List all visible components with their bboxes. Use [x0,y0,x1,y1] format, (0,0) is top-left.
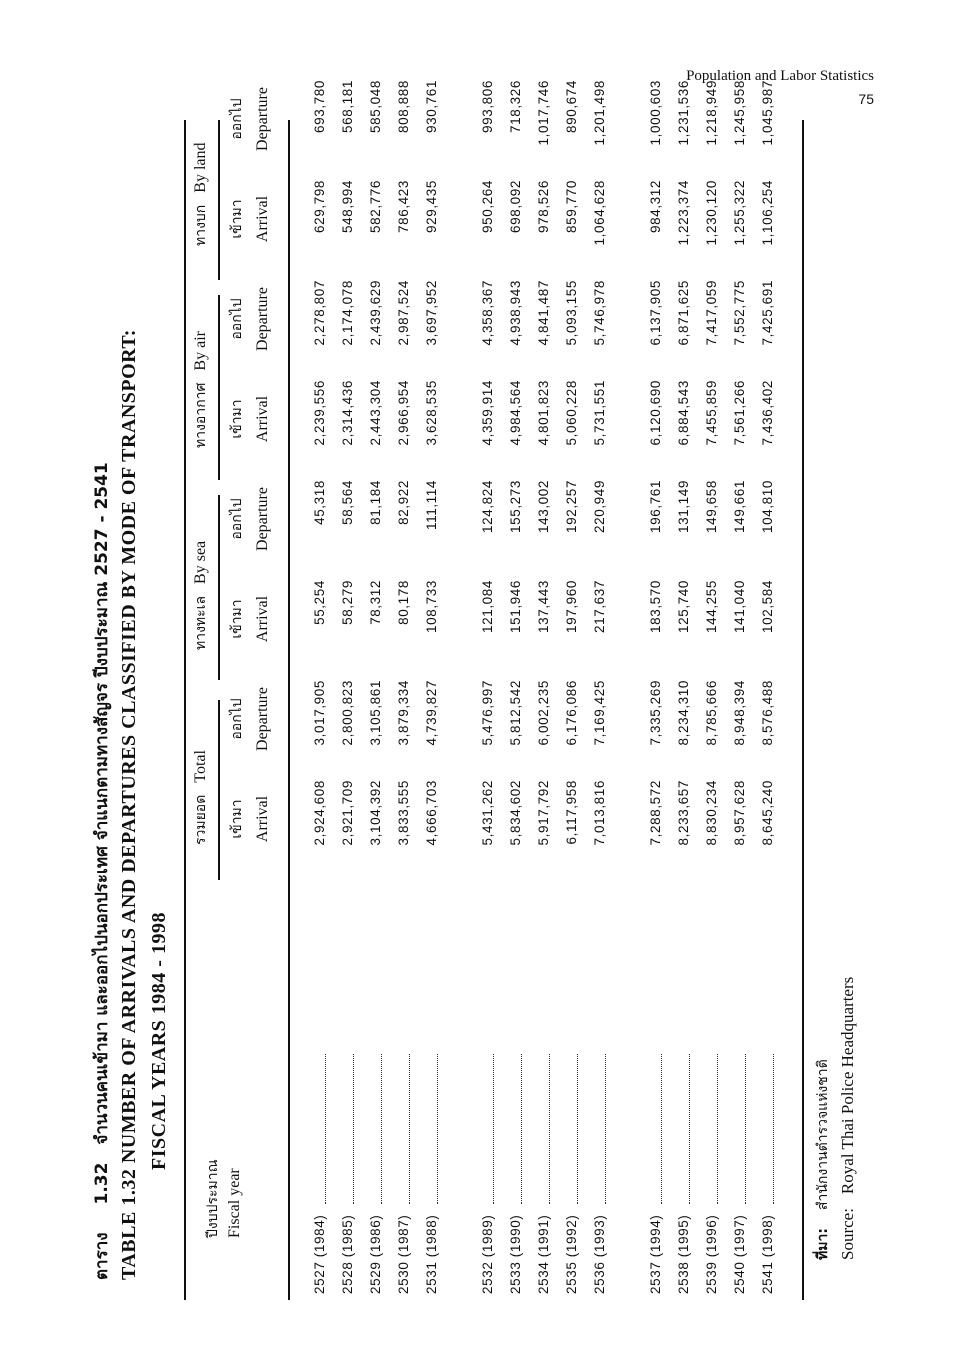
value-cell: 929,435 [424,180,439,233]
value-cell: 1,231,536 [676,80,691,146]
value-cell: 5,834,602 [508,780,523,846]
source-th-label: ที่มา: [815,1228,831,1260]
sub-header-departure [226,78,272,160]
value-cell: 121,084 [480,580,495,633]
value-cell: 124,824 [480,480,495,533]
sub-header-arrival [226,578,272,660]
running-head: Population and Labor Statistics [686,68,874,84]
arrival-th-label: เข้ามา [229,399,245,439]
value-cell: 5,060,228 [564,380,579,446]
fiscal-year-cell: 2539 (1996) [704,1214,719,1294]
value-cell: 6,137,905 [648,280,663,346]
table-top-rule [184,120,186,1300]
value-cell: 8,785,666 [704,680,719,746]
source-en-label: Source: [838,1208,857,1260]
group-sea-en: By sea [192,540,209,584]
arrival-en-label: Arrival [254,395,271,443]
departure-en-label: Departure [254,687,271,751]
fiscal-year-cell: 2527 (1984) [312,1214,327,1294]
value-cell: 808,888 [396,80,411,133]
page-number: 75 [858,91,874,107]
value-cell: 4,358,367 [480,280,495,346]
source-th-text: สำนักงานตำรวจแห่งชาติ [815,1059,831,1211]
group-total-en: Total [192,750,209,783]
group-header-land [190,142,212,246]
value-cell: 1,017,746 [536,80,551,146]
value-cell: 45,318 [312,480,327,525]
value-cell: 3,833,555 [396,780,411,846]
value-cell: 7,455,859 [704,380,719,446]
value-cell: 718,326 [508,80,523,133]
rotated-table-frame [80,60,880,1300]
value-cell: 6,117,958 [564,780,579,845]
value-cell: 8,948,394 [732,680,747,746]
value-cell: 993,806 [480,80,495,133]
group-air-th: ทางอากาศ [193,382,209,448]
value-cell: 3,879,334 [396,680,411,746]
sub-header-arrival [226,378,272,460]
fiscal-year-cell: 2535 (1992) [564,1214,579,1294]
leader-dots [735,1054,746,1204]
fiscal-year-cell: 2541 (1998) [760,1214,775,1294]
fiscal-year-en-label: Fiscal year [226,1168,243,1238]
value-cell: 144,255 [704,580,719,633]
value-cell: 890,674 [564,80,579,133]
leader-dots [539,1054,550,1204]
value-cell: 930,761 [424,80,439,133]
value-cell: 786,423 [396,180,411,233]
value-cell: 5,431,262 [480,780,495,846]
header-bottom-rule [288,120,290,1300]
leader-dots [707,1054,718,1204]
thai-title-text: จำนวนคนเข้ามา และออกไปนอกประเทศ จำแนกตามทางสัญจร ปีงบประมาณ 2527 - 2541 [92,462,112,1145]
departure-en-label: Departure [254,287,271,351]
source-english [838,977,858,1260]
departure-th-label: ออกไป [229,298,245,340]
value-cell: 4,666,703 [424,780,439,846]
fiscal-year-cell: 2536 (1993) [592,1214,607,1294]
value-cell: 7,169,425 [592,680,607,746]
value-cell: 5,746,978 [592,280,607,346]
value-cell: 582,776 [368,180,383,233]
value-cell: 7,013,816 [592,780,607,846]
group-header-total [190,750,212,845]
fiscal-year-cell: 2532 (1989) [480,1214,495,1294]
value-cell: 568,181 [340,80,355,133]
leader-dots [427,1054,438,1204]
value-cell: 183,570 [648,580,663,633]
english-title-line1: TABLE 1.32 NUMBER OF ARRIVALS AND DEPARTURES CLASSIFIED BY MODE OF TRANSPORT: [118,329,140,1280]
arrival-th-label: เข้ามา [229,799,245,839]
value-cell: 81,184 [368,480,383,525]
value-cell: 78,312 [368,580,383,625]
value-cell: 143,002 [536,480,551,533]
arrival-en-label: Arrival [254,795,271,843]
leader-dots [651,1054,662,1204]
source-thai [812,1059,834,1260]
value-cell: 5,731,551 [592,380,607,446]
value-cell: 8,830,234 [704,780,719,846]
value-cell: 111,114 [424,480,439,530]
arrival-en-label: Arrival [254,195,271,243]
value-cell: 950,264 [480,180,495,233]
value-cell: 1,230,120 [704,180,719,246]
value-cell: 4,841,487 [536,280,551,346]
group-total-th: รวมยอด [193,794,209,845]
value-cell: 197,960 [564,580,579,633]
value-cell: 2,443,304 [368,380,383,446]
value-cell: 1,064,628 [592,180,607,246]
leader-dots [763,1054,774,1204]
value-cell: 2,800,823 [340,680,355,746]
thai-title-number: 1.32 [92,1162,112,1205]
value-cell: 8,576,488 [760,680,775,746]
departure-th-label: ออกไป [229,698,245,740]
fiscal-year-cell: 2530 (1987) [396,1214,411,1294]
leader-dots [343,1054,354,1204]
sub-header-arrival [226,178,272,260]
value-cell: 1,106,254 [760,180,775,246]
land-underline [218,120,220,280]
departure-en-label: Departure [254,87,271,151]
sub-header-arrival [226,778,272,860]
fiscal-year-cell: 2540 (1997) [732,1214,747,1294]
value-cell: 1,045,987 [760,80,775,146]
group-land-th: ทางบก [193,204,209,246]
value-cell: 4,739,827 [424,680,439,746]
value-cell: 1,201,498 [592,80,607,146]
fiscal-year-cell: 2531 (1988) [424,1214,439,1294]
value-cell: 102,584 [760,580,775,633]
value-cell: 978,526 [536,180,551,233]
value-cell: 58,564 [340,480,355,525]
group-land-en: By land [192,142,209,193]
thai-title [88,462,115,1280]
sub-header-departure [226,678,272,760]
value-cell: 58,279 [340,580,355,625]
value-cell: 7,417,059 [704,280,719,346]
value-cell: 6,120,690 [648,380,663,446]
total-underline [218,700,220,880]
value-cell: 2,314,436 [340,380,355,446]
value-cell: 3,017,905 [312,680,327,746]
fiscal-year-cell: 2537 (1994) [648,1214,663,1294]
fiscal-year-cell: 2533 (1990) [508,1214,523,1294]
value-cell: 151,946 [508,580,523,633]
fiscal-year-cell: 2528 (1985) [340,1214,355,1294]
value-cell: 125,740 [676,580,691,633]
value-cell: 137,443 [536,580,551,633]
leader-dots [483,1054,494,1204]
value-cell: 108,733 [424,580,439,633]
value-cell: 2,174,078 [340,280,355,346]
group-header-sea [190,541,212,650]
leader-dots [399,1054,410,1204]
value-cell: 1,245,958 [732,80,747,146]
value-cell: 2,239,556 [312,380,327,446]
departure-th-label: ออกไป [229,498,245,540]
sub-header-departure [226,478,272,560]
value-cell: 141,040 [732,580,747,633]
leader-dots [511,1054,522,1204]
value-cell: 2,921,709 [340,780,355,846]
fiscal-year-cell: 2529 (1986) [368,1214,383,1294]
value-cell: 2,278,807 [312,280,327,346]
value-cell: 6,871,625 [676,280,691,346]
value-cell: 55,254 [312,580,327,625]
fiscal-year-th-label: ปีงบประมาณ [205,1159,221,1238]
departure-th-label: ออกไป [229,98,245,140]
leader-dots [567,1054,578,1204]
source-en-text: Royal Thai Police Headquarters [838,976,857,1195]
value-cell: 3,105,861 [368,680,383,746]
value-cell: 6,884,543 [676,380,691,446]
arrival-th-label: เข้ามา [229,599,245,639]
fiscal-year-cell: 2534 (1991) [536,1214,551,1294]
english-title-line2: FISCAL YEARS 1984 - 1998 [148,912,170,1170]
value-cell: 149,661 [732,480,747,533]
table-bottom-rule [802,120,804,1300]
value-cell: 217,637 [592,580,607,633]
fiscal-year-cell: 2538 (1995) [676,1214,691,1294]
leader-dots [315,1054,326,1204]
value-cell: 7,561,266 [732,380,747,446]
value-cell: 196,761 [648,480,663,533]
sub-header-departure [226,278,272,360]
value-cell: 82,922 [396,480,411,525]
value-cell: 3,104,392 [368,780,383,846]
value-cell: 8,233,657 [676,780,691,846]
air-underline [218,295,220,480]
value-cell: 2,987,524 [396,280,411,346]
value-cell: 1,000,603 [648,80,663,146]
value-cell: 104,810 [760,480,775,533]
value-cell: 131,149 [676,480,691,533]
value-cell: 5,093,155 [564,280,579,346]
value-cell: 7,425,691 [760,280,775,346]
value-cell: 5,917,792 [536,780,551,846]
value-cell: 155,273 [508,480,523,533]
value-cell: 7,436,402 [760,380,775,446]
group-sea-th: ทางทะเล [193,595,209,650]
value-cell: 1,218,949 [704,80,719,146]
value-cell: 7,552,775 [732,280,747,346]
value-cell: 5,812,542 [508,680,523,746]
value-cell: 4,359,914 [480,380,495,446]
sea-underline [218,495,220,680]
value-cell: 859,770 [564,180,579,233]
leader-dots [595,1054,606,1204]
group-header-air [190,331,212,448]
value-cell: 80,178 [396,580,411,625]
value-cell: 2,924,608 [312,780,327,846]
group-air-en: By air [192,331,209,371]
value-cell: 585,048 [368,80,383,133]
value-cell: 629,798 [312,180,327,233]
value-cell: 8,234,310 [676,680,691,746]
value-cell: 6,176,086 [564,680,579,746]
value-cell: 698,092 [508,180,523,233]
arrival-th-label: เข้ามา [229,199,245,239]
value-cell: 984,312 [648,180,663,233]
value-cell: 7,335,269 [648,680,663,746]
leader-dots [679,1054,690,1204]
departure-en-label: Departure [254,487,271,551]
value-cell: 548,994 [340,180,355,233]
value-cell: 3,697,952 [424,280,439,346]
value-cell: 4,938,943 [508,280,523,346]
value-cell: 8,645,240 [760,780,775,846]
value-cell: 1,223,374 [676,180,691,246]
value-cell: 5,476,997 [480,680,495,746]
value-cell: 6,002,235 [536,680,551,746]
value-cell: 2,966,954 [396,380,411,446]
value-cell: 1,255,322 [732,180,747,246]
value-cell: 7,288,572 [648,780,663,846]
value-cell: 8,957,628 [732,780,747,846]
value-cell: 4,984,564 [508,380,523,446]
value-cell: 693,780 [312,80,327,133]
value-cell: 220,949 [592,480,607,533]
value-cell: 4,801,823 [536,380,551,446]
value-cell: 2,439,629 [368,280,383,346]
leader-dots [371,1054,382,1204]
value-cell: 149,658 [704,480,719,533]
arrival-en-label: Arrival [254,595,271,643]
value-cell: 3,628,535 [424,380,439,446]
thai-title-prefix: ตาราง [92,1232,112,1280]
value-cell: 192,257 [564,480,579,533]
